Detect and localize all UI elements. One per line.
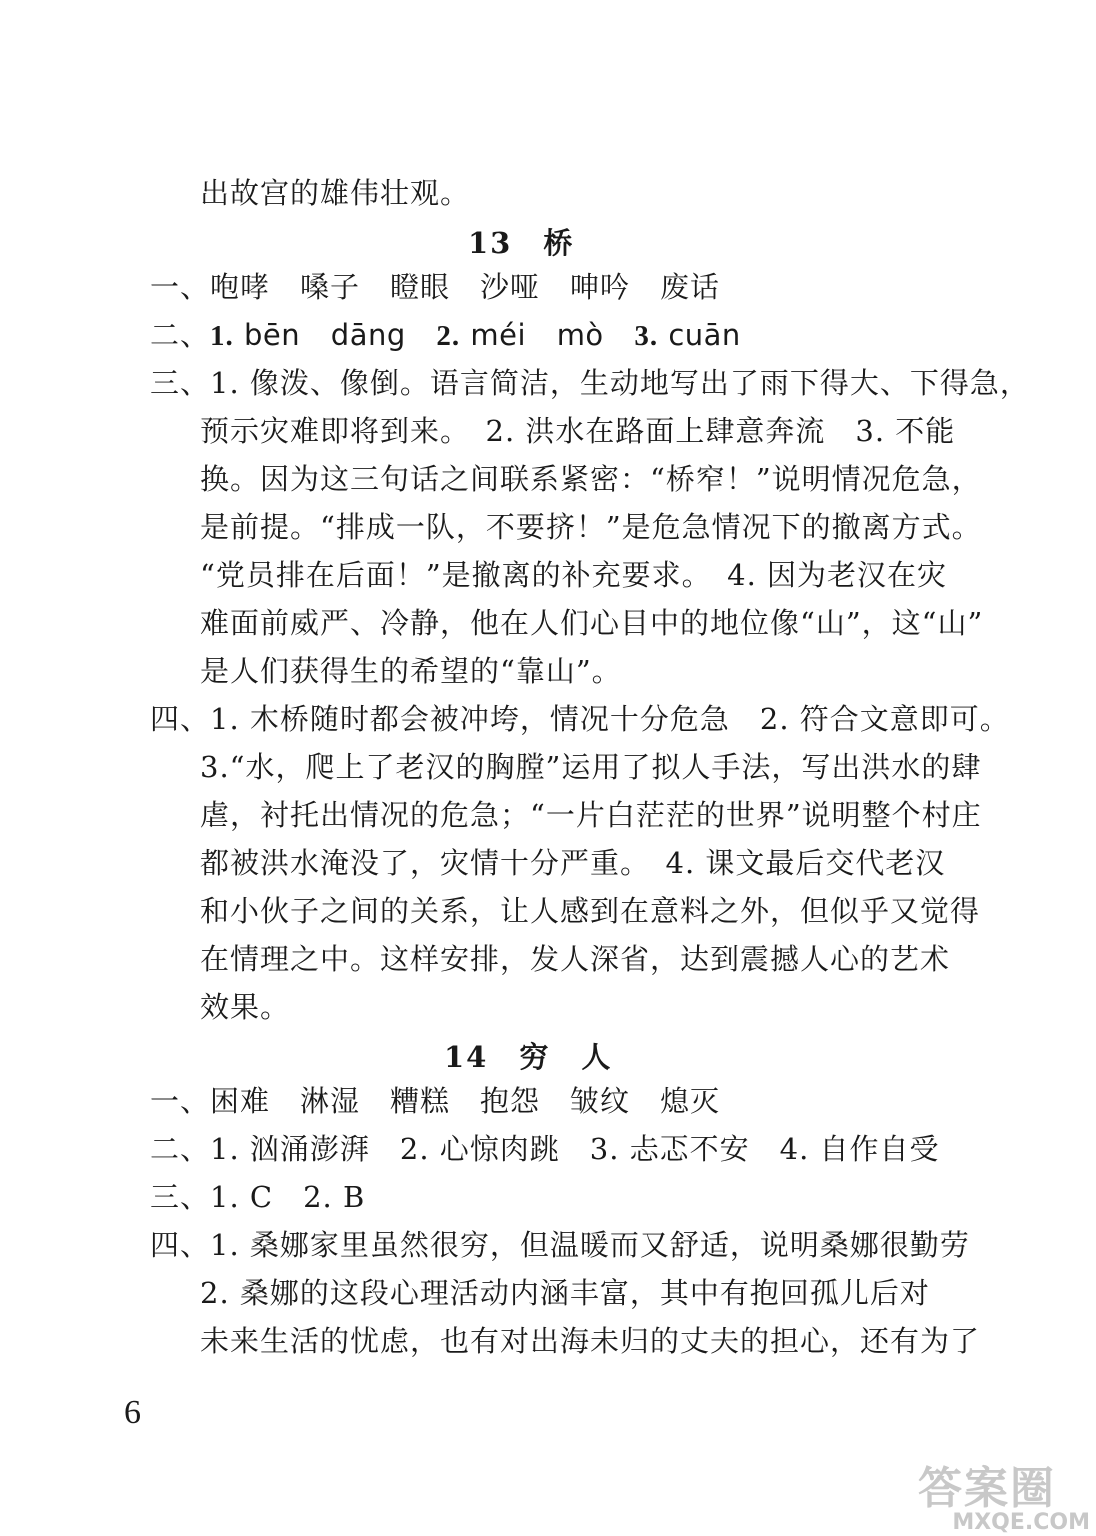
section-title-13 <box>468 226 574 260</box>
watermark-logo <box>918 1463 1096 1536</box>
answer-line: 是前提。“排成一队，不要挤！”是危急情况下的撤离方式。 <box>200 510 982 544</box>
section-number: 14 <box>444 1040 489 1074</box>
answer-line: 三、1. 像泼、像倒。语言简洁，生动地写出了雨下得大、下得急， <box>150 366 1030 400</box>
item-number: 1. <box>210 320 234 352</box>
watermark-domain: MXQE.COM <box>952 1510 1090 1535</box>
answer-line: 和小伙子之间的关系，让人感到在意料之外，但似乎又觉得 <box>200 894 981 928</box>
answer-line: 虐，衬托出情况的危急；“一片白茫茫的世界”说明整个村庄 <box>200 798 982 832</box>
answer-line: 换。因为这三句话之间联系紧密：“桥窄！”说明情况危急， <box>200 462 982 496</box>
text-line: 出故宫的雄伟壮观。 <box>200 176 471 210</box>
answer-line: 3.“水，爬上了老汉的胸膛”运用了拟人手法，写出洪水的肆 <box>200 750 982 784</box>
answer-line: “党员排在后面！”是撤离的补充要求。 4. 因为老汉在灾 <box>200 558 948 592</box>
section-name: 桥 <box>543 226 575 260</box>
pinyin: mò <box>556 318 604 352</box>
pinyin: méi <box>470 318 527 352</box>
answer-line: 难面前威严、冷静，他在人们心目中的地位像“山”，这“山” <box>200 606 984 640</box>
section-number: 13 <box>468 226 513 260</box>
item-prefix: 二、 <box>150 318 211 352</box>
pinyin: dāng <box>330 318 406 352</box>
answer-line: 四、1. 木桥随时都会被冲垮，情况十分危急 2. 符合文意即可。 <box>150 702 1010 736</box>
section-name: 穷 人 <box>519 1040 613 1074</box>
pinyin: cuān <box>668 318 741 352</box>
watermark-text: 答案圈 <box>918 1463 1056 1514</box>
answer-line: 都被洪水淹没了，灾情十分严重。 4. 课文最后交代老汉 <box>200 846 946 880</box>
answer-line: 三、1. C 2. B <box>150 1180 366 1214</box>
pinyin: bēn <box>243 318 301 352</box>
answer-line: 在情理之中。这样安排，发人深省，达到震撼人心的艺术 <box>200 942 951 976</box>
section-title-14 <box>444 1040 612 1074</box>
answer-line: 一、咆哮 嗓子 瞪眼 沙哑 呻吟 废话 <box>150 270 721 304</box>
answer-line: 效果。 <box>200 990 291 1024</box>
item-number: 3. <box>634 320 659 352</box>
answer-line: 一、困难 淋湿 糟糕 抱怨 皱纹 熄灭 <box>150 1084 721 1118</box>
answer-line: 未来生活的忧虑，也有对出海未归的丈夫的担心，还有为了 <box>200 1324 981 1358</box>
answer-line: 二、1. 汹涌澎湃 2. 心惊肉跳 3. 忐忑不安 4. 自作自受 <box>150 1132 940 1166</box>
answer-line: 四、1. 桑娜家里虽然很穷，但温暖而又舒适，说明桑娜很勤劳 <box>150 1228 970 1262</box>
answer-line: 是人们获得生的希望的“靠山”。 <box>200 654 622 688</box>
answer-line: 2. 桑娜的这段心理活动内涵丰富，其中有抱回孤儿后对 <box>200 1276 930 1310</box>
pinyin-answer-line <box>150 318 741 353</box>
answer-line: 预示灾难即将到来。 2. 洪水在路面上肆意奔流 3. 不能 <box>200 414 956 448</box>
page-number: 6 <box>124 1394 141 1431</box>
item-number: 2. <box>436 320 461 352</box>
